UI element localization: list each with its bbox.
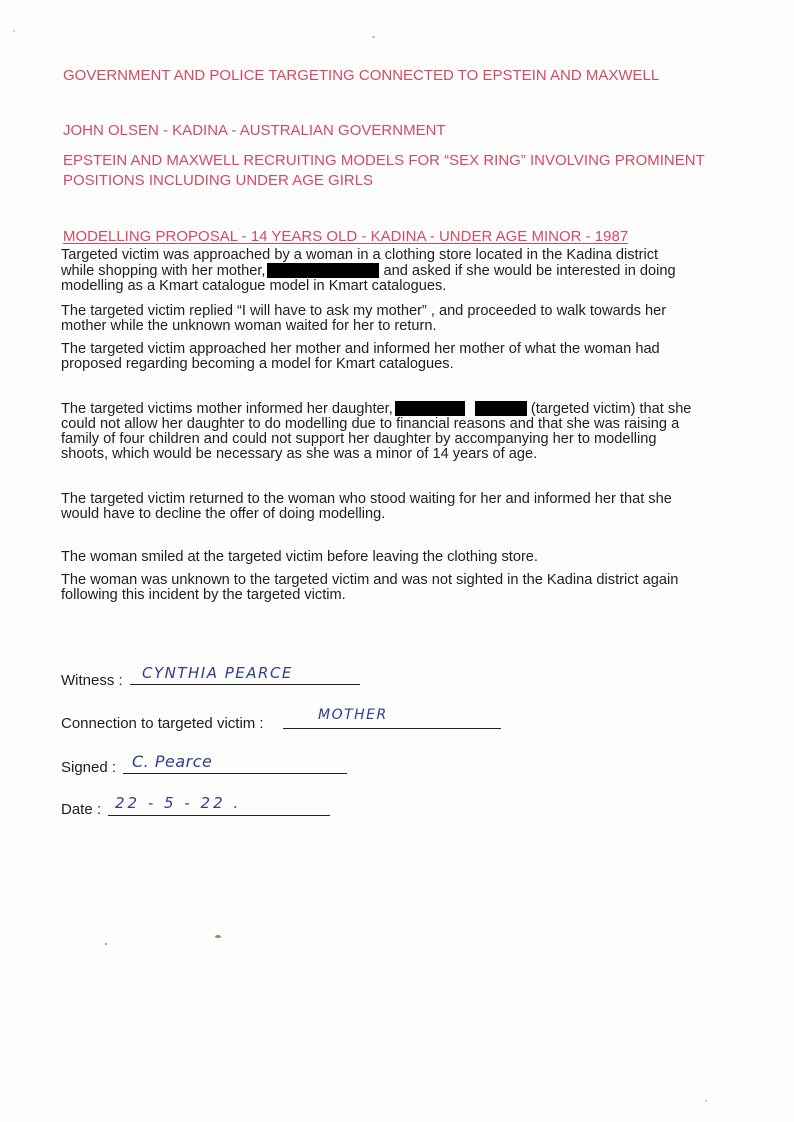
witness-line — [130, 684, 360, 685]
date-label: Date : — [61, 801, 102, 818]
text-line: The targeted victim approached her mother and informed her mother of what the woman had — [61, 341, 660, 357]
subheading-recruiting-line1: EPSTEIN AND MAXWELL RECRUITING MODELS FOR “SEX RING” INVOLVING PROMINENT — [63, 152, 705, 169]
text-line: modelling as a Kmart catalogue model in Kmart catalogues. — [61, 278, 447, 294]
text-line: The woman was unknown to the targeted victim and was not sighted in the Kadina district again — [61, 572, 679, 588]
text-line: following this incident by the targeted victim. — [61, 587, 346, 603]
text-line: shoots, which would be necessary as she was a minor of 14 years of age. — [61, 446, 538, 462]
text-line: The woman smiled at the targeted victim before leaving the clothing store. — [61, 549, 538, 565]
text-line — [61, 401, 741, 417]
date-line — [108, 815, 330, 816]
connection-label: Connection to targeted victim : — [61, 715, 264, 732]
redaction-box — [475, 401, 527, 416]
text-fragment: and asked if she would be interested in doing — [383, 263, 676, 279]
subheading-recruiting-line2: POSITIONS INCLUDING UNDER AGE GIRLS — [63, 172, 374, 189]
scan-speck — [372, 36, 375, 38]
witness-handwriting: CYNTHIA PEARCE — [142, 664, 293, 682]
paragraph-woman-smiled — [61, 550, 741, 565]
text-line: The targeted victim returned to the woman who stood waiting for her and informed her that she — [61, 491, 672, 507]
text-line: The targeted victim replied “I will have to ask my mother” , and proceeded to walk towards her — [61, 303, 667, 319]
scan-speck — [705, 1100, 707, 1102]
subheading-olsen: JOHN OLSEN - KADINA - AUSTRALIAN GOVERNMENT — [63, 122, 446, 139]
redaction-box — [395, 401, 465, 416]
scan-speck — [105, 943, 107, 945]
text-fragment: (targeted victim) that she — [530, 401, 692, 417]
text-fragment: The targeted victims mother informed her daughter, — [61, 401, 393, 417]
text-line: mother while the unknown woman waited for her to return. — [61, 318, 437, 334]
text-line: proposed regarding becoming a model for Kmart catalogues. — [61, 356, 454, 372]
text-line: Targeted victim was approached by a woman in a clothing store located in the Kadina district — [61, 247, 659, 263]
signed-label: Signed : — [61, 759, 117, 776]
text-line: would have to decline the offer of doing modelling. — [61, 506, 386, 522]
signed-line — [123, 773, 347, 774]
paragraph-reply — [61, 304, 741, 334]
date-handwriting: 22 - 5 - 22 . — [115, 794, 242, 812]
scan-speck — [215, 935, 221, 938]
text-line: family of four children and could not support her daughter by accompanying her to modelling — [61, 431, 657, 447]
signature-handwriting: C. Pearce — [132, 752, 213, 771]
connection-handwriting: MOTHER — [318, 707, 388, 723]
witness-label: Witness : — [61, 672, 123, 689]
paragraph-informed-mother — [61, 342, 741, 372]
section-heading: MODELLING PROPOSAL - 14 YEARS OLD - KADINA - UNDER AGE MINOR - 1987 — [63, 228, 629, 245]
paragraph-decline — [61, 492, 741, 522]
text-line — [61, 263, 741, 279]
redaction-box — [267, 263, 379, 278]
text-line: could not allow her daughter to do modelling due to financial reasons and that she was raising a — [61, 416, 680, 432]
connection-line — [283, 728, 501, 729]
document-title: GOVERNMENT AND POLICE TARGETING CONNECTED TO EPSTEIN AND MAXWELL — [63, 67, 660, 84]
paragraph-mother-response — [61, 401, 741, 462]
text-fragment: while shopping with her mother, — [61, 263, 266, 279]
paragraph-unknown-woman — [61, 573, 741, 603]
paragraph-approach — [61, 248, 741, 294]
scan-speck — [13, 30, 15, 32]
subheading-recruiting — [63, 151, 763, 191]
